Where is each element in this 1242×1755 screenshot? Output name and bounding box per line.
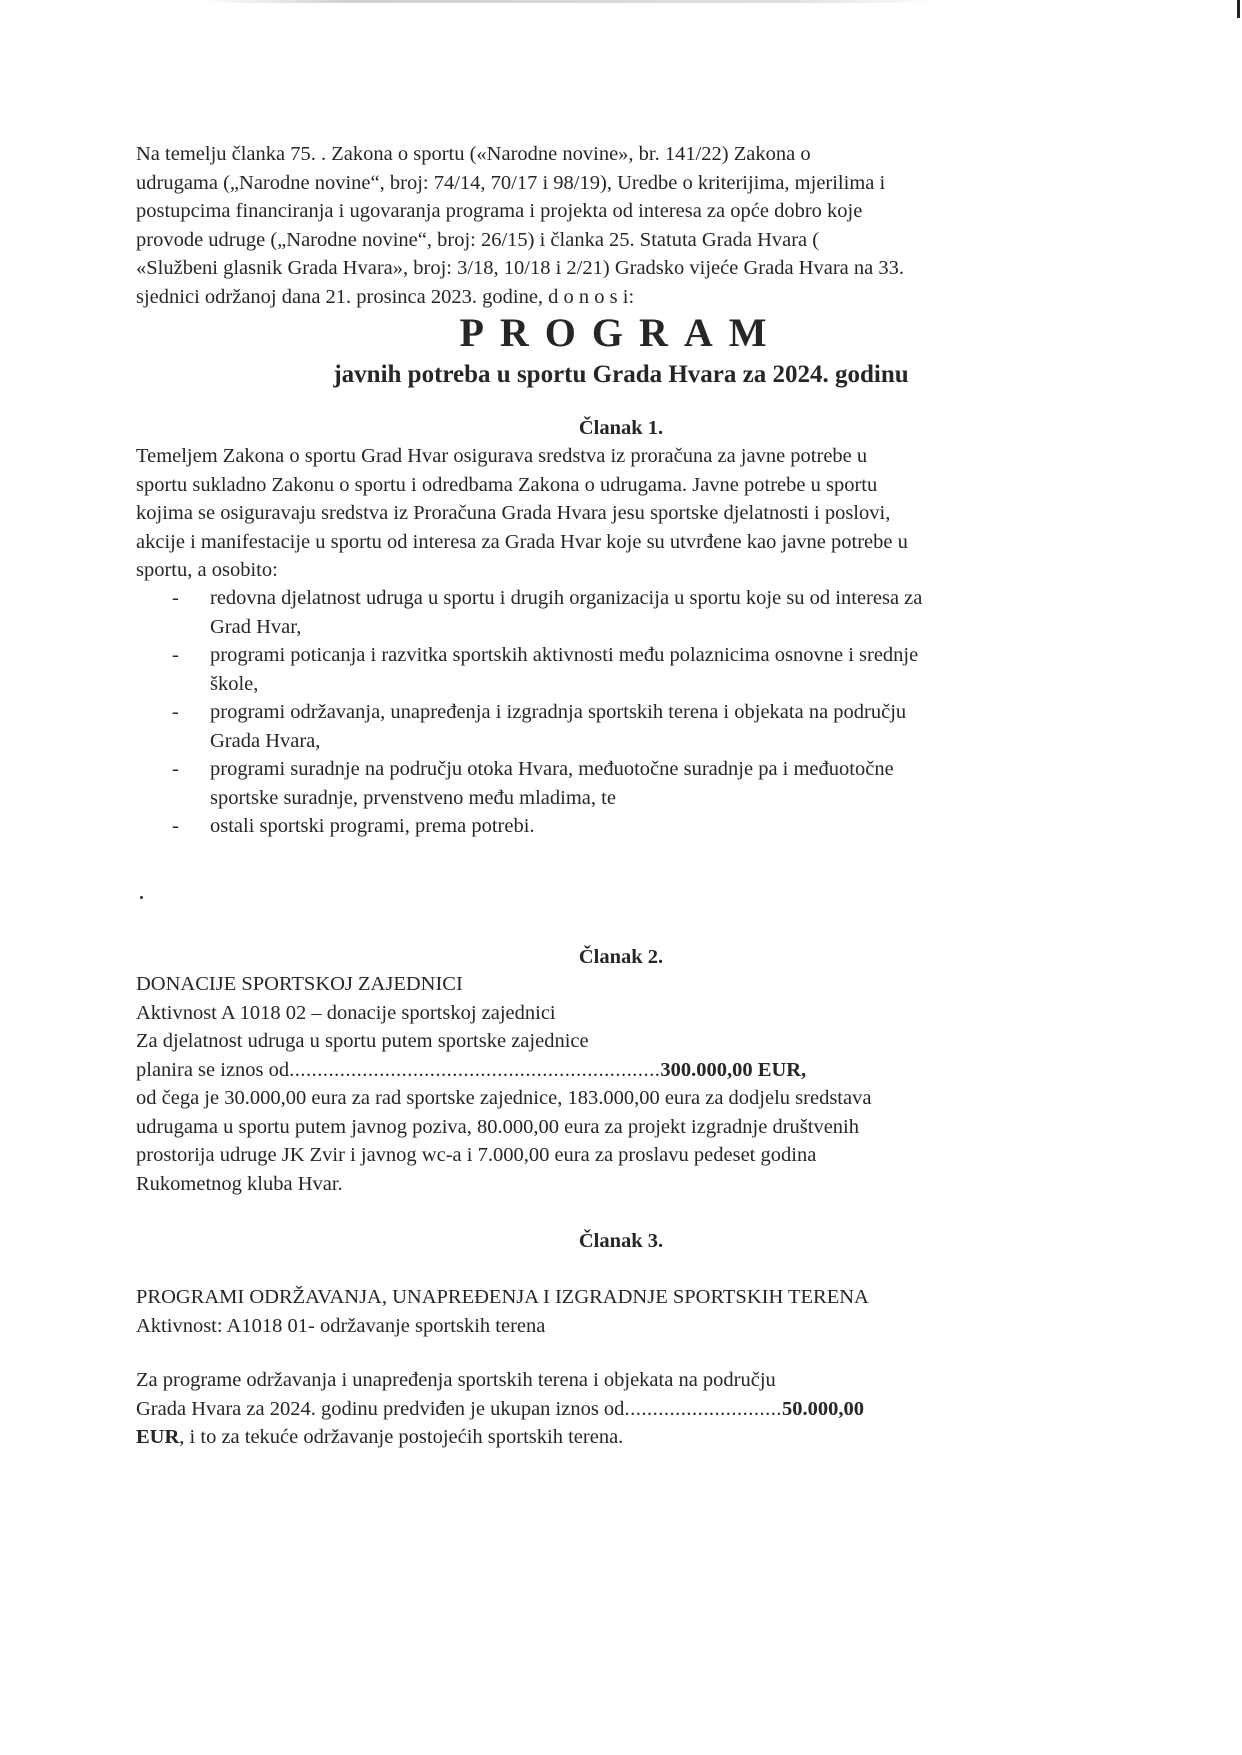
article-3-line-rest: , i to za tekuće održavanje postojećih sportskih terena. xyxy=(179,1426,624,1448)
list-item xyxy=(136,755,922,812)
amount-leader-dots: ............................ xyxy=(624,1397,782,1420)
article-2-body xyxy=(136,970,871,1198)
article-3-heading: Članak 3. xyxy=(578,1230,664,1252)
bullet-marker: - xyxy=(172,815,179,837)
list-item xyxy=(136,812,922,841)
list-item-line: Grad Hvar, xyxy=(210,615,302,638)
article-1-body xyxy=(136,442,908,585)
bullet-marker: - xyxy=(172,644,179,666)
article-2-line: prostorija udruge JK Zvir i javnog wc-a i 7.000,00 eura za proslavu pedeset godina xyxy=(136,1144,817,1166)
list-item-line: programi poticanja i razvitka sportskih aktivnosti među polaznicima osnovne i srednje xyxy=(210,644,919,666)
list-item xyxy=(136,698,922,755)
list-item-line: sportske suradnje, prvenstveno među mladima, te xyxy=(210,786,616,809)
article-1-line: Temeljem Zakona o sportu Grad Hvar osigurava sredstva iz proračuna za javne potrebe u xyxy=(136,445,868,467)
article-1-list xyxy=(136,584,922,841)
article-2-line: od čega je 30.000,00 eura za rad sportske zajednice, 183.000,00 eura za dodjelu sredstava xyxy=(136,1087,872,1109)
list-item-line: Grada Hvara, xyxy=(210,729,321,752)
article-2-line: Rukometnog kluba Hvar. xyxy=(136,1172,343,1195)
amount-prefix: Grada Hvara za 2024. godinu predviđen je ukupan iznos od xyxy=(136,1397,625,1420)
preamble xyxy=(136,140,904,311)
amount-currency: EUR xyxy=(136,1426,180,1448)
article-2-heading: Članak 2. xyxy=(578,946,664,968)
preamble-line: Na temelju članka 75. . Zakona o sportu («Narodne novine», br. 141/22) Zakona o xyxy=(136,143,811,165)
article-2-line: Za djelatnost udruga u sportu putem sportske zajednice xyxy=(136,1030,589,1052)
article-3-header-block xyxy=(136,1283,869,1340)
scan-edge-mark xyxy=(1237,0,1240,18)
list-item-line: škole, xyxy=(210,672,259,695)
article-2-amount-line xyxy=(136,1056,871,1085)
article-3-activity: Aktivnost: A1018 01- održavanje sportskih terena xyxy=(136,1314,546,1337)
preamble-line: sjednici održanoj dana 21. prosinca 2023. godine, d o n o s i: xyxy=(136,285,635,308)
article-3-line xyxy=(136,1423,864,1452)
article-2-line: udrugama u sportu putem javnog poziva, 80.000,00 eura za projekt izgradnje društvenih xyxy=(136,1115,859,1138)
preamble-line: udrugama („Narodne novine“, broj: 74/14, 70/17 i 98/19), Uredbe o kriterijima, mjerilima i xyxy=(136,171,886,194)
article-1-line: akcije i manifestacije u sportu od interesa za Grada Hvar koje su utvrđene kao javne potrebe u xyxy=(136,530,908,553)
document-title: PROGRAM xyxy=(459,310,783,355)
article-3-line: Za programe održavanja i unapređenja sportskih terena i objekata na području xyxy=(136,1369,776,1391)
document-subtitle: javnih potreba u sportu Grada Hvara za 2024. godinu xyxy=(333,361,909,388)
scan-edge-mark xyxy=(200,0,940,3)
scan-speck xyxy=(140,896,143,899)
preamble-line: postupcima financiranja i ugovaranja programa i projekta od interesa za opće dobro koje xyxy=(136,200,863,222)
article-3-body xyxy=(136,1366,864,1452)
bullet-marker: - xyxy=(172,758,179,780)
bullet-marker: - xyxy=(172,587,179,609)
article-1-line: kojima se osiguravaju sredstva iz Proračuna Grada Hvara jesu sportske djelatnosti i poslovi, xyxy=(136,502,891,524)
list-item-line: programi suradnje na području otoka Hvara, međuotočne suradnje pa i međuotočne xyxy=(210,758,894,780)
article-1-line: sportu sukladno Zakonu o sportu i odredbama Zakona o udrugama. Javne potrebe u sportu xyxy=(136,473,878,496)
amount-prefix: planira se iznos od xyxy=(136,1058,290,1081)
amount-value: 300.000,00 EUR, xyxy=(660,1058,807,1081)
list-item-line: redovna djelatnost udruga u sportu i drugih organizacija u sportu koje su od interesa za xyxy=(210,587,923,609)
list-item-line: programi održavanja, unapređenja i izgradnja sportskih terena i objekata na području xyxy=(210,701,907,723)
list-item xyxy=(136,641,922,698)
preamble-line: «Službeni glasnik Grada Hvara», broj: 3/18, 10/18 i 2/21) Gradsko vijeće Grada Hvara na 33. xyxy=(136,257,904,279)
article-2-section-title: DONACIJE SPORTSKOJ ZAJEDNICI xyxy=(136,973,463,995)
amount-value: 50.000,00 xyxy=(781,1397,864,1420)
article-2-activity: Aktivnost A 1018 02 – donacije sportskoj zajednici xyxy=(136,1001,556,1024)
preamble-line: provode udruge („Narodne novine“, broj: 26/15) i članka 25. Statuta Grada Hvara ( xyxy=(136,228,820,251)
list-item xyxy=(136,584,922,641)
bullet-marker: - xyxy=(172,701,179,723)
article-1-line: sportu, a osobito: xyxy=(136,559,278,581)
amount-leader-dots: .................................................................. xyxy=(289,1058,661,1081)
article-3-section-title: PROGRAMI ODRŽAVANJA, UNAPREĐENJA I IZGRADNJE SPORTSKIH TERENA xyxy=(136,1286,869,1308)
article-3-amount-line xyxy=(136,1395,864,1424)
article-1-heading: Članak 1. xyxy=(578,417,664,439)
list-item-line: ostali sportski programi, prema potrebi. xyxy=(210,815,535,837)
